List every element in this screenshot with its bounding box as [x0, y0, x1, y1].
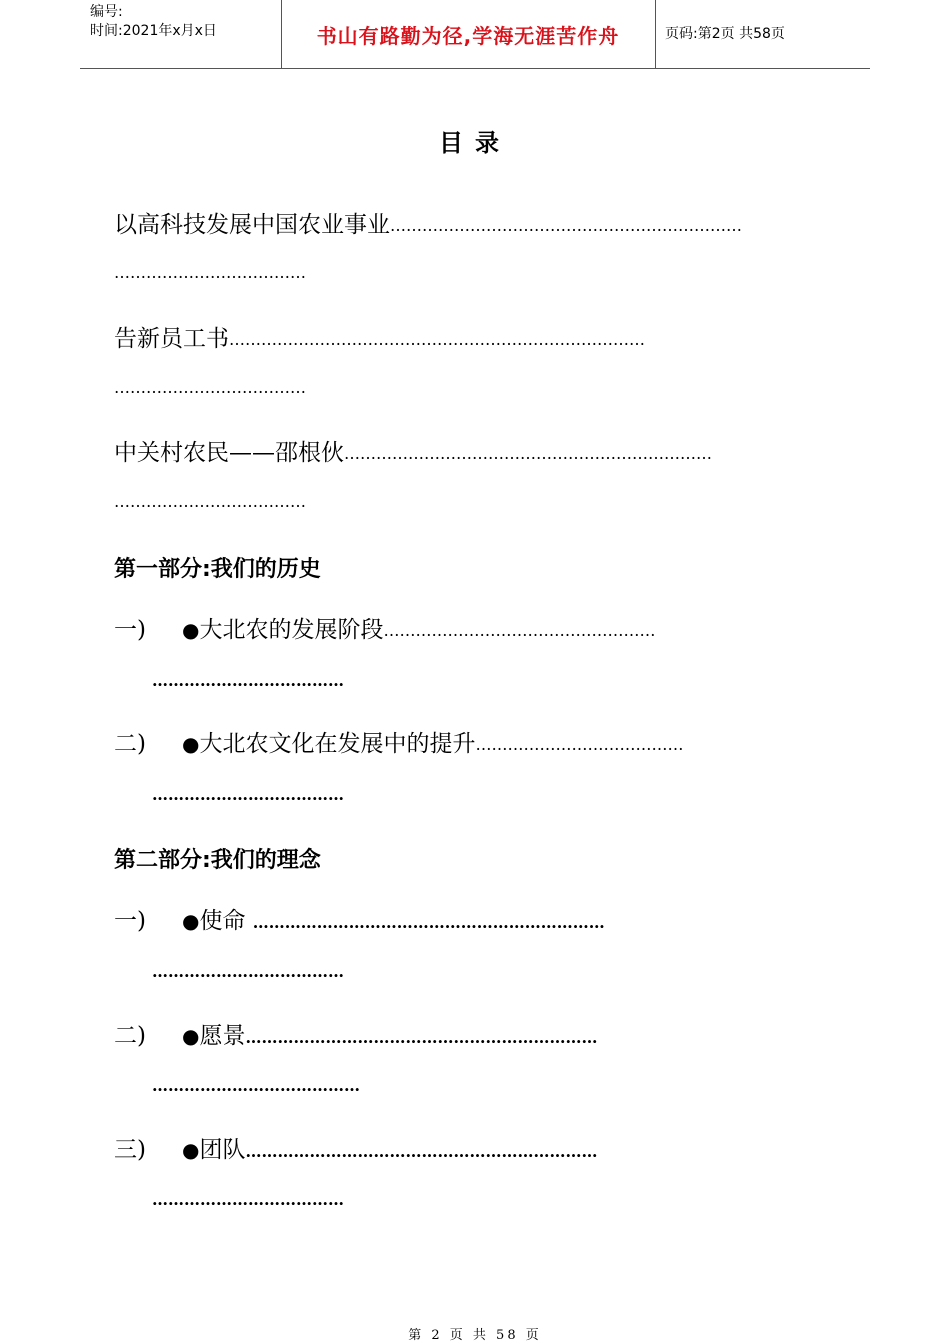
toc-entry-continuation [152, 778, 344, 810]
bullet-icon: ● [182, 1138, 200, 1162]
toc-leader-dots: …………………………………………………………… [344, 444, 712, 463]
toc-title: 目录 [439, 129, 511, 157]
section-heading-history: 第一部分:我们的历史 [114, 557, 321, 582]
toc-item-number: 一) [114, 908, 146, 934]
toc-entry-continuation [152, 955, 344, 987]
document-number-label: 编号: [90, 4, 123, 20]
toc-entry[interactable] [114, 438, 712, 469]
toc-entry-continuation [152, 1069, 360, 1101]
toc-item-number: 二) [114, 731, 146, 757]
toc-entry-continuation [152, 664, 344, 696]
toc-item-label: 使命 [199, 908, 246, 934]
toc-leader-dots: ……………………………… [152, 1190, 344, 1209]
toc-item-number: 二) [114, 1023, 146, 1049]
toc-entry-label: 以高科技发展中国农业事业 [114, 212, 390, 238]
toc-item-label: 团队 [199, 1137, 246, 1163]
toc-leader-dots: ………………………………………………………… [252, 913, 605, 932]
toc-leader-dots: ……………………………… [114, 492, 306, 511]
toc-leader-dots: ……………………………… [152, 785, 344, 804]
toc-leader-dots: ………………………………… [152, 1076, 360, 1095]
toc-item-label: 大北农文化在发展中的提升 [199, 731, 476, 757]
toc-entry[interactable] [114, 210, 742, 241]
toc-item-number: 一) [114, 617, 146, 643]
bullet-icon: ● [182, 618, 200, 642]
toc-leader-dots: …………………………………………………………………… [229, 330, 645, 349]
toc-leader-dots: …………………………………………… [383, 621, 656, 640]
toc-subentry[interactable] [114, 906, 605, 938]
toc-subentry[interactable] [114, 1135, 597, 1167]
toc-leader-dots: ………………………………………………………… [245, 1142, 598, 1161]
toc-subentry[interactable] [114, 615, 655, 646]
document-date: 时间:2021年x月x日 [90, 23, 217, 39]
header-left-cell [80, 0, 282, 68]
bullet-icon: ● [182, 1024, 200, 1048]
toc-leader-dots: ………………………………… [475, 735, 684, 754]
header-motto-cell [281, 0, 656, 68]
toc-entry-label: 告新员工书 [114, 326, 229, 352]
toc-entry[interactable] [114, 324, 645, 355]
toc-leader-dots: ……………………………… [152, 962, 344, 981]
bullet-icon: ● [182, 909, 200, 933]
toc-entry-continuation [114, 372, 306, 403]
section-heading-philosophy: 第二部分:我们的理念 [114, 848, 321, 873]
toc-subentry[interactable] [114, 1021, 597, 1053]
toc-entry-continuation [152, 1183, 344, 1215]
toc-entry-label: 中关村农民——邵根伙 [114, 440, 344, 466]
toc-leader-dots: ………………………………………………………… [245, 1028, 598, 1047]
toc-entry-continuation [114, 257, 306, 288]
header-motto: 书山有路勤为径,学海无涯苦作舟 [316, 23, 620, 48]
header-page-cell [655, 0, 870, 68]
toc-item-label: 大北农的发展阶段 [199, 617, 384, 643]
page-footer: 第 2 页 共 58 页 [408, 1328, 542, 1343]
page-header [80, 0, 870, 69]
header-page-info: 页码:第2页 共58页 [665, 26, 785, 42]
toc-item-label: 愿景 [199, 1023, 246, 1049]
toc-item-number: 三) [114, 1137, 146, 1163]
toc-subentry[interactable] [114, 729, 683, 760]
toc-leader-dots: ……………………………… [114, 263, 306, 282]
toc-leader-dots: ……………………………… [152, 671, 344, 690]
toc-leader-dots: ……………………………… [114, 378, 306, 397]
toc-leader-dots: ………………………………………………………… [390, 216, 742, 235]
bullet-icon: ● [182, 732, 200, 756]
toc-entry-continuation [114, 486, 306, 517]
